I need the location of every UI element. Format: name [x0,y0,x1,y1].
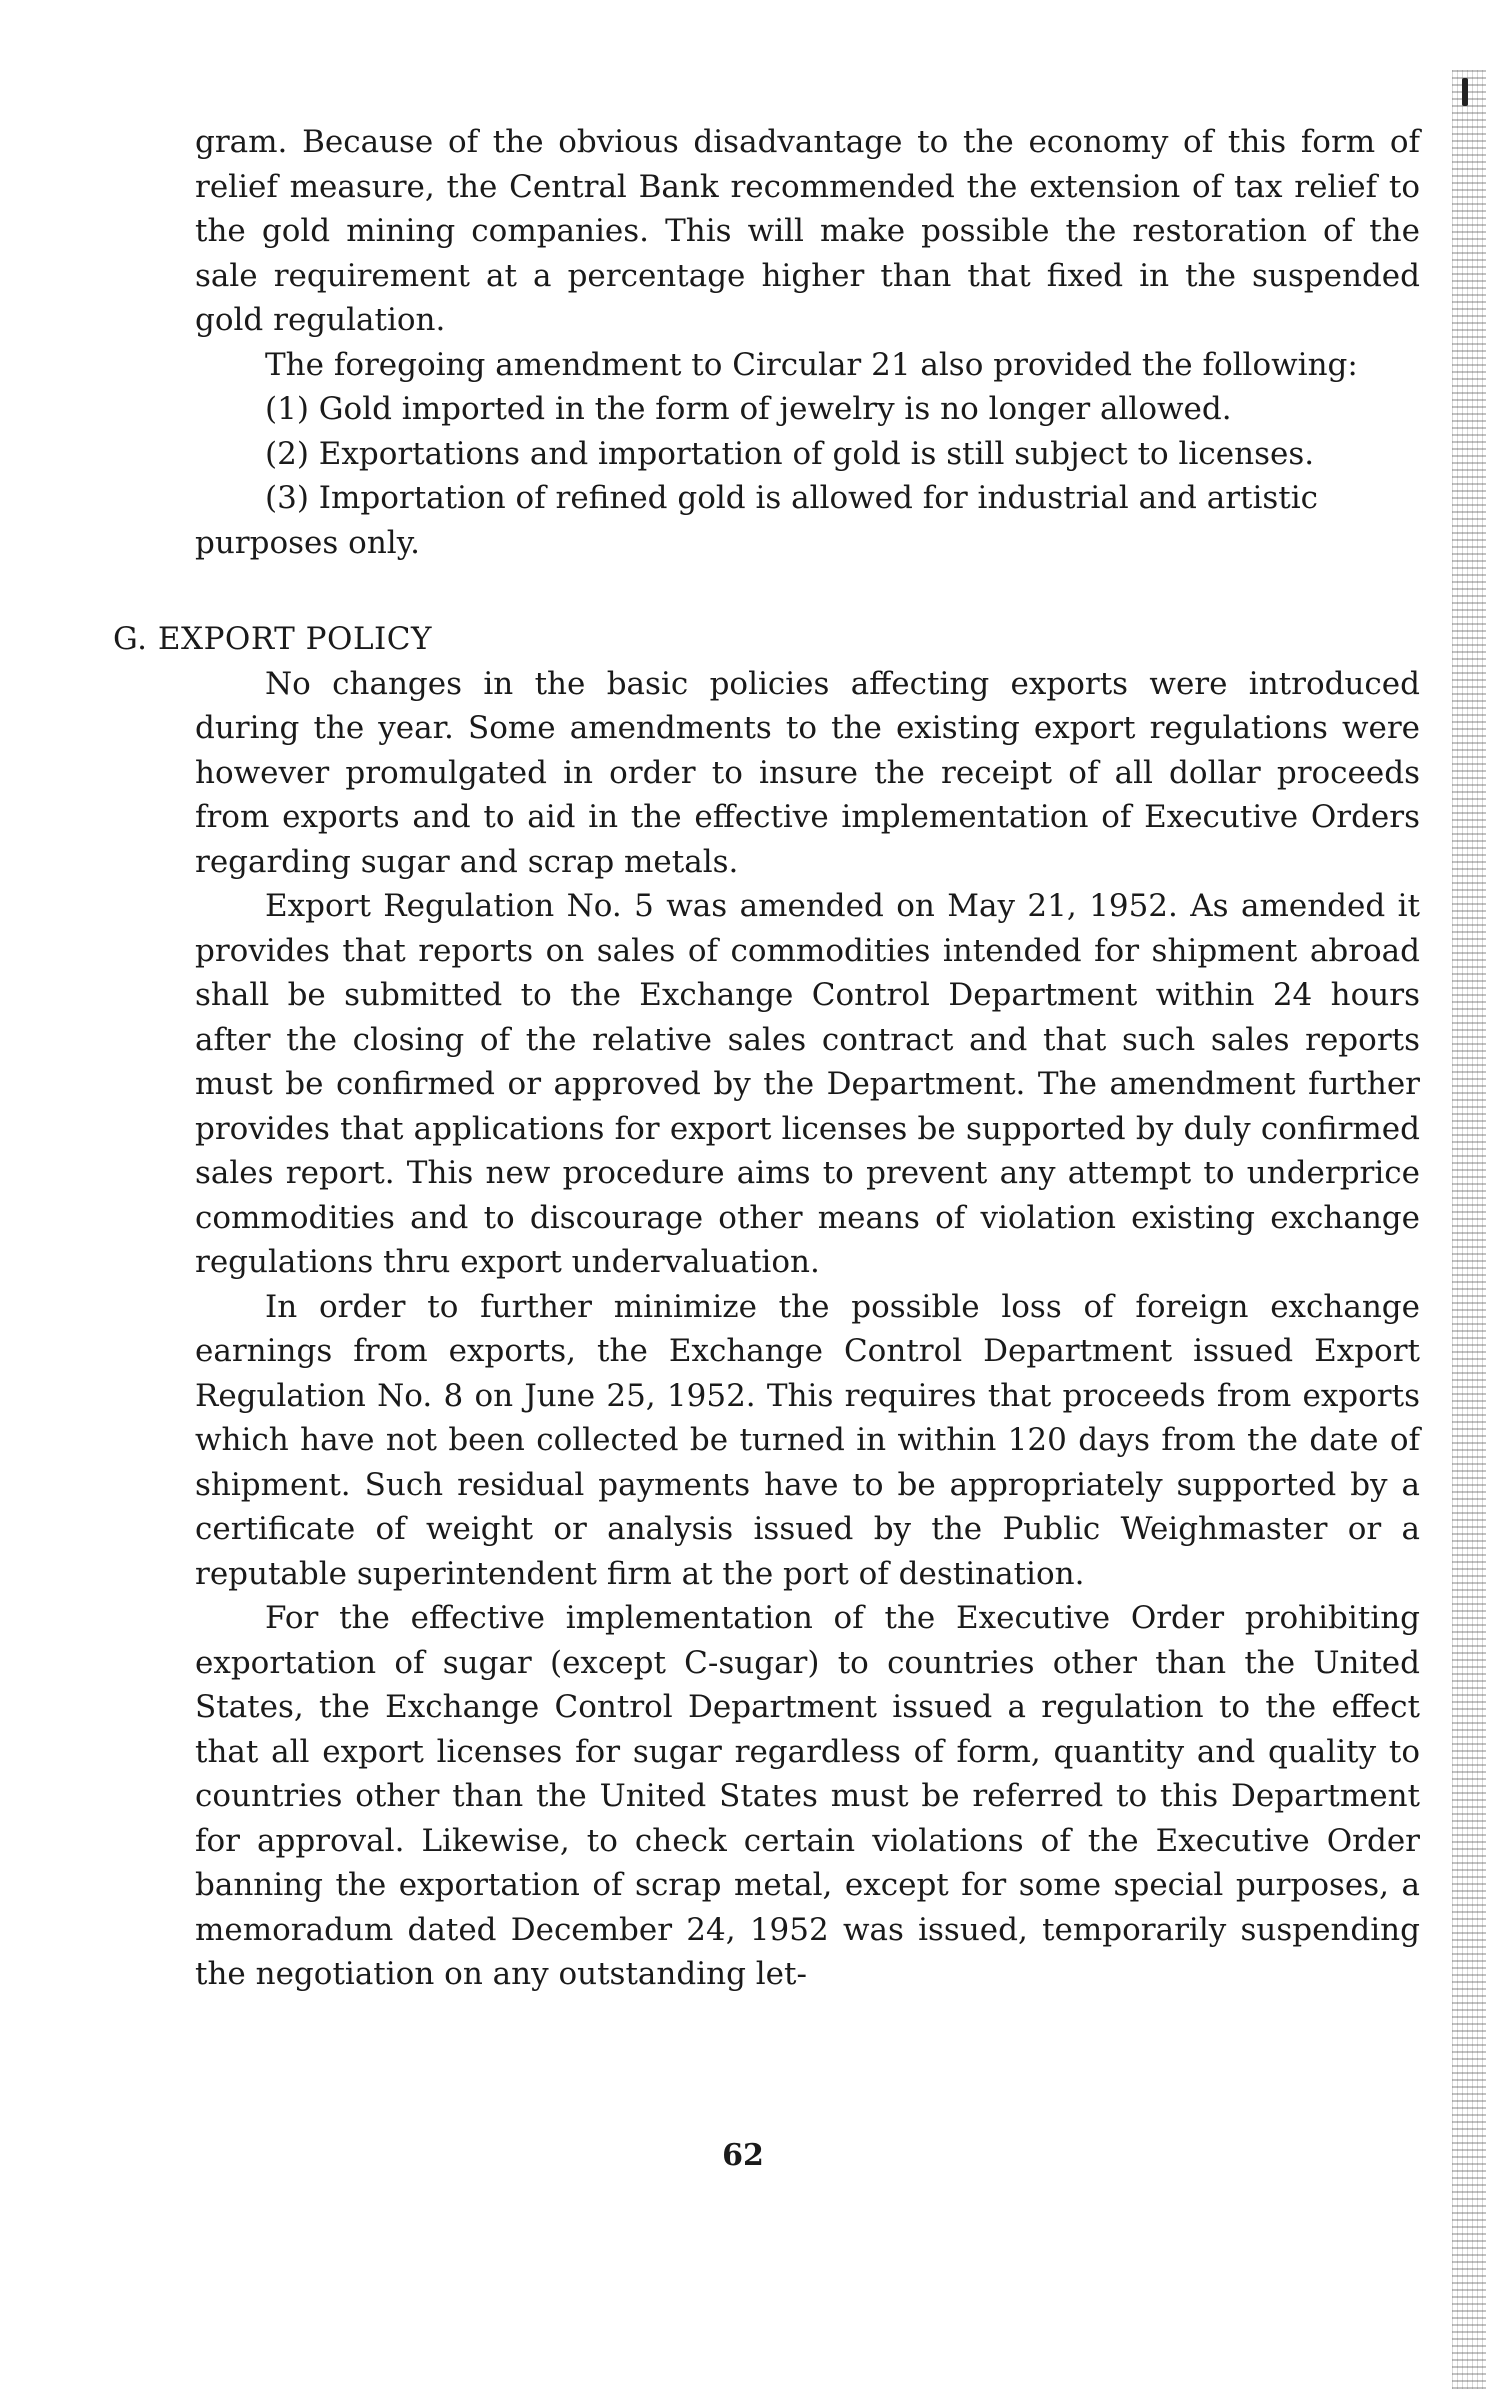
page-edge-shadow [1452,70,1486,2389]
list-item: (3) Importation of refined gold is allowed for industrial and artistic [265,480,1319,516]
page-edge-mark [1462,78,1468,106]
list-item: (1) Gold imported in the form of jewelry is no longer allowed. [265,391,1232,427]
paragraph-sugar-scrap-metal: For the effective implementation of the Executive Order prohibiting exportation of sugar (except C-sugar) to countries other than the United States, the Exchange Control Department issued a regulation to the effect that all export licenses for sugar regardless of form, quantity and quality to countries other than the United States must be referred to this Department for approval. Likewise, to check certain violations of the Executive Order banning the exportation of scrap metal, except for some special purposes, a memoradum dated December 24, 1952 was issued, temporarily suspending the negotiation on any outstanding let- [195,1600,1420,1992]
paragraph-circular-21: The foregoing amendment to Circular 21 also provided the following: [265,346,1358,383]
paragraph-gram-continuation: gram. Because of the obvious disadvantage to the economy of this form of relief measure, the Central Bank recommended the extension of tax relief to the gold mining companies. This will make possible the restoration of the sale requirement at a percentage higher than that fixed in the suspended gold regulation. [195,124,1420,338]
paragraph-no-changes: No changes in the basic policies affecting exports were introduced during the year. Some amendments to the existing export regulations were however promulgated in order to insure the receipt of all dollar proceeds from exports and to aid in the effective implementation of Executive Orders regarding sugar and scrap metals. [195,665,1420,880]
paragraph-export-regulation-8: In order to further minimize the possible loss of foreign exchange earnings from exports, the Exchange Control Department issued Export Regulation No. 8 on June 25, 1952. This requires that proceeds from exports which have not been collected be turned in within 120 days from the date of shipment. Such residual payments have to be appropriately supported by a certificate of weight or analysis issued by the Public Weighmaster or a reputable superintendent firm at the port of destination. [195,1288,1420,1592]
page-number: 62 [722,2138,764,2173]
section-heading: G. EXPORT POLICY [113,621,432,657]
list-item: (2) Exportations and importation of gold is still subject to licenses. [265,435,1315,472]
list-continuation: purposes only. [195,524,420,561]
page-body [113,120,1420,1997]
paragraph-export-regulation-5: Export Regulation No. 5 was amended on May 21, 1952. As amended it provides that reports on sales of commodities intended for shipment abroad shall be submitted to the Exchange Control Department within 24 hours after the closing of the relative sales contract and that such sales reports must be confirmed or approved by the Department. The amendment further provides that applications for export licenses be supported by duly confirmed sales report. This new procedure aims to prevent any attempt to underprice commodities and to discourage other means of violation existing exchange regulations thru export undervaluation. [195,888,1420,1280]
amendment-list [265,387,1420,521]
